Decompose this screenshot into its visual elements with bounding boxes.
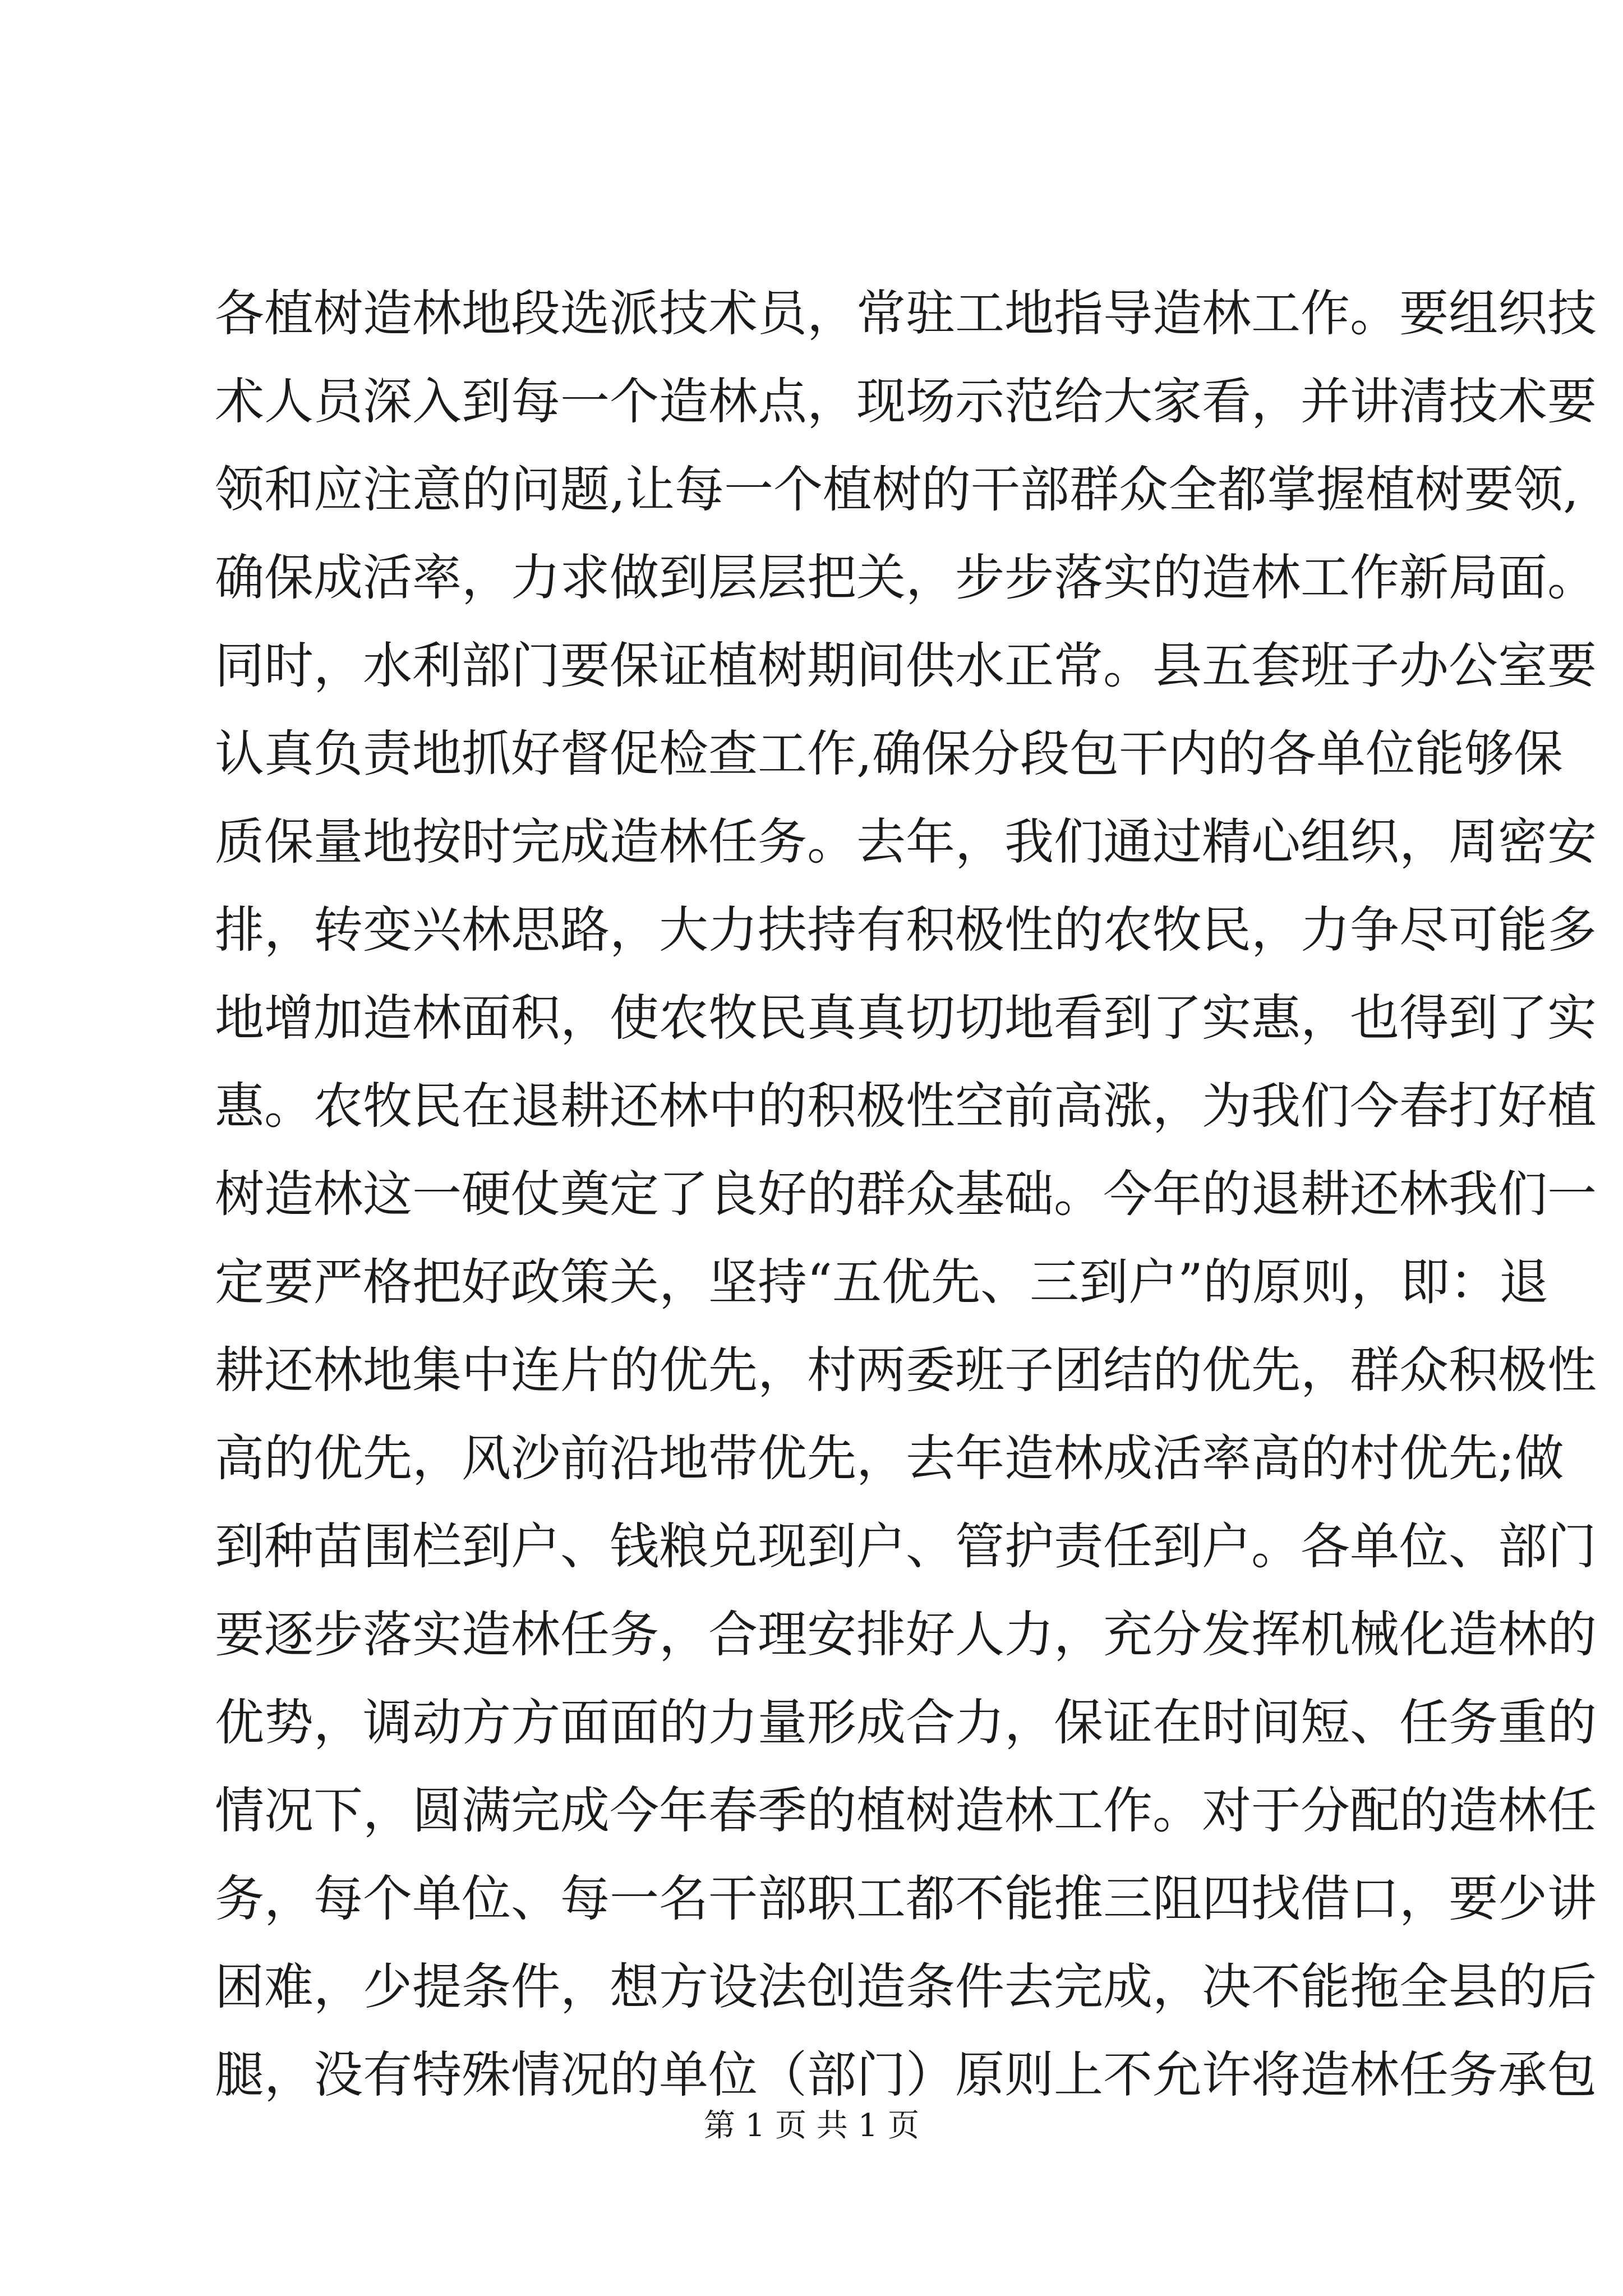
text-line: 树造林这一硬仗奠定了良好的群众基础。今年的退耕还林我们一 — [215, 1165, 1597, 1223]
text-line: 到种苗围栏到户、钱粮兑现到户、管护责任到户。各单位、部门 — [215, 1517, 1597, 1575]
text-line: 地增加造林面积，使农牧民真真切切地看到了实惠，也得到了实 — [215, 989, 1597, 1047]
text-line: 耕还林地集中连片的优先，村两委班子团结的优先，群众积极性 — [215, 1341, 1597, 1399]
text-line: 情况下，圆满完成今年春季的植树造林工作。对于分配的造林任 — [215, 1782, 1597, 1839]
text-line: 务，每个单位、每一名干部职工都不能推三阻四找借口，要少讲 — [215, 1870, 1597, 1927]
text-line: 同时，水利部门要保证植树期间供水正常。县五套班子办公室要 — [215, 637, 1597, 694]
text-line: 优势，调动方方面面的力量形成合力，保证在时间短、任务重的 — [215, 1694, 1597, 1751]
text-line: 困难，少提条件，想方设法创造条件去完成，决不能拖全县的后 — [215, 1958, 1597, 2016]
text-line: 各植树造林地段选派技术员，常驻工地指导造林工作。要组织技 — [215, 284, 1597, 342]
text-line: 质保量地按时完成造林任务。去年，我们通过精心组织，周密安 — [215, 813, 1597, 871]
text-line: 排，转变兴林思路，大力扶持有积极性的农牧民，力争尽可能多 — [215, 901, 1597, 959]
text-line: 认真负责地抓好督促检查工作,确保分段包干内的各单位能够保 — [215, 725, 1563, 783]
page-footer — [0, 2101, 1623, 2146]
text-line: 确保成活率，力求做到层层把关，步步落实的造林工作新局面。 — [215, 549, 1597, 606]
text-line: 腿，没有特殊情况的单位（部门）原则上不允许将造林任务承包 — [215, 2046, 1597, 2104]
text-line: 惠。农牧民在退耕还林中的积极性空前高涨，为我们今春打好植 — [215, 1077, 1597, 1135]
body-paragraph — [215, 269, 1597, 2119]
text-line: 高的优先，风沙前沿地带优先，去年造林成活率高的村优先;做 — [215, 1429, 1564, 1487]
page-number-label: 第 1 页 共 1 页 — [703, 2108, 920, 2144]
text-line: 定要严格把好政策关，坚持“五优先、三到户”的原则，即：退 — [215, 1253, 1548, 1311]
text-line: 领和应注意的问题,让每一个植树的干部群众全都掌握植树要领, — [215, 461, 1579, 518]
text-line: 要逐步落实造林任务，合理安排好人力，充分发挥机械化造林的 — [215, 1605, 1597, 1663]
text-line: 术人员深入到每一个造林点，现场示范给大家看，并讲清技术要 — [215, 372, 1597, 430]
